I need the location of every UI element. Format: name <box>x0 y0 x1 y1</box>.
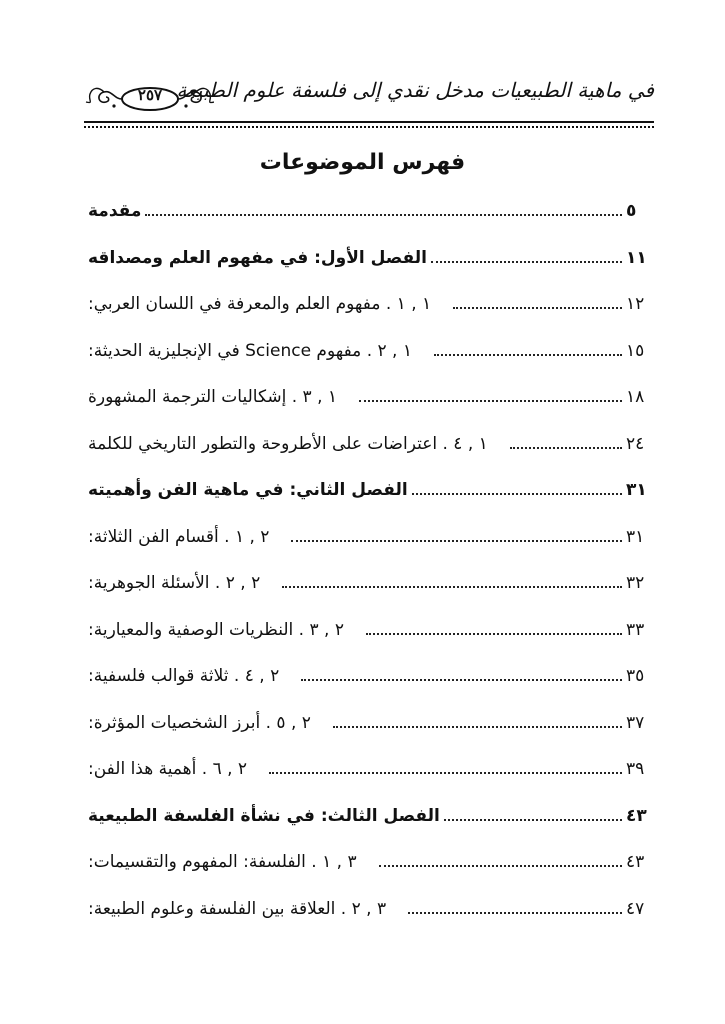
toc-entry-page: ٣٩ <box>626 759 645 780</box>
toc-entry-title: ١ , ٤ . اعتراضات على الأطروحة والتطور التاريخي للكلمة <box>88 433 488 454</box>
toc-entry-title: ١ , ٢ . مفهوم Science في الإنجليزية الحديثة: <box>88 340 412 361</box>
book-title: في ماهية الطبيعيات مدخل نقدي إلى فلسفة علوم الطبيعة <box>176 78 654 102</box>
leader-dots <box>366 633 622 635</box>
toc-entry-title: الفصل الثالث: في نشأة الفلسفة الطبيعية <box>88 805 440 826</box>
toc-entry-page: ٣١ <box>626 480 647 501</box>
toc-entry-page: ٣٧ <box>626 712 645 733</box>
toc-entry-page: ٣٥ <box>626 666 645 687</box>
toc-entry-section[interactable] <box>84 700 656 747</box>
toc-entry-title: ٢ , ١ . أقسام الفن الثلاثة: <box>88 526 270 547</box>
toc-entry-page: ٤٣ <box>626 852 645 873</box>
leader-dots <box>431 261 622 263</box>
toc-entry-section[interactable] <box>84 560 656 607</box>
leader-dots <box>379 865 622 867</box>
toc-entry-page: ٥ <box>626 201 637 222</box>
toc-entry-title: ٣ , ٢ . العلاقة بين الفلسفة وعلوم الطبيعة: <box>88 898 387 919</box>
header-dotted-rule <box>84 126 654 128</box>
toc-entry-page: ٣١ <box>626 526 645 547</box>
toc-entry-introduction[interactable] <box>84 188 656 235</box>
toc-entry-chapter-2[interactable] <box>84 467 656 514</box>
toc-entry-section[interactable] <box>84 514 656 561</box>
toc-entry-page: ٤٣ <box>626 805 647 826</box>
toc-entry-page: ٣٣ <box>626 619 645 640</box>
toc-entry-page: ١٨ <box>626 387 645 408</box>
toc-entry-page: ١١ <box>626 247 647 268</box>
leader-dots <box>333 726 622 728</box>
toc-entry-section[interactable] <box>84 281 656 328</box>
leader-dots <box>408 912 622 914</box>
leader-dots <box>291 540 622 542</box>
toc-entry-section[interactable] <box>84 746 656 793</box>
toc-entry-title: ٢ , ٣ . النظريات الوصفية والمعيارية: <box>88 619 344 640</box>
leader-dots <box>282 586 622 588</box>
toc-entry-page: ٤٧ <box>626 898 645 919</box>
leader-dots <box>301 679 622 681</box>
toc-entry-title: ٢ , ٦ . أهمية هذا الفن: <box>88 759 248 780</box>
toc-entry-title: الفصل الثاني: في ماهية الفن وأهميته <box>88 480 408 501</box>
leader-dots <box>510 447 622 449</box>
toc-entry-page: ٢٤ <box>626 433 645 454</box>
running-header <box>84 78 654 122</box>
leader-dots <box>434 354 622 356</box>
toc-entry-title: الفصل الأول: في مفهوم العلم ومصداقه <box>88 247 428 268</box>
leader-dots <box>444 819 622 821</box>
toc-entry-title: ١ , ٣ . إشكاليات الترجمة المشهورة <box>88 387 338 408</box>
toc-entry-chapter-3[interactable] <box>84 793 656 840</box>
leader-dots <box>412 493 622 495</box>
toc-entry-section[interactable] <box>84 374 656 421</box>
toc-entry-section[interactable] <box>84 421 656 468</box>
toc-entry-section[interactable] <box>84 328 656 375</box>
leader-dots <box>359 400 622 402</box>
toc-entry-title: ١ , ١ . مفهوم العلم والمعرفة في اللسان العربي: <box>88 294 432 315</box>
header-rule <box>84 121 654 123</box>
leader-dots <box>269 772 622 774</box>
leader-dots <box>453 307 622 309</box>
toc-entry-title: ٢ , ٥ . أبرز الشخصيات المؤثرة: <box>88 712 311 733</box>
toc-entry-title: ٢ , ٢ . الأسئلة الجوهرية: <box>88 573 261 594</box>
leader-dots <box>145 214 622 216</box>
toc-entry-page: ٣٢ <box>626 573 645 594</box>
toc-entry-section[interactable] <box>84 607 656 654</box>
toc-entry-title: ٣ , ١ . الفلسفة: المفهوم والتقسيمات: <box>88 852 357 873</box>
toc-entry-section[interactable] <box>84 653 656 700</box>
toc-entry-chapter-1[interactable] <box>84 235 656 282</box>
toc-entry-page: ١٢ <box>626 294 645 315</box>
page-number: ٢٥٧ <box>137 86 163 104</box>
toc-entry-page: ١٥ <box>626 340 645 361</box>
toc-entry-title: ٢ , ٤ . ثلاثة قوالب فلسفية: <box>88 666 280 687</box>
toc-entry-section[interactable] <box>84 839 656 886</box>
toc-entry-title: مقدمة <box>88 201 142 222</box>
toc-entry-section[interactable] <box>84 886 656 933</box>
table-of-contents <box>84 188 656 932</box>
toc-heading: فهرس الموضوعات <box>259 150 466 175</box>
